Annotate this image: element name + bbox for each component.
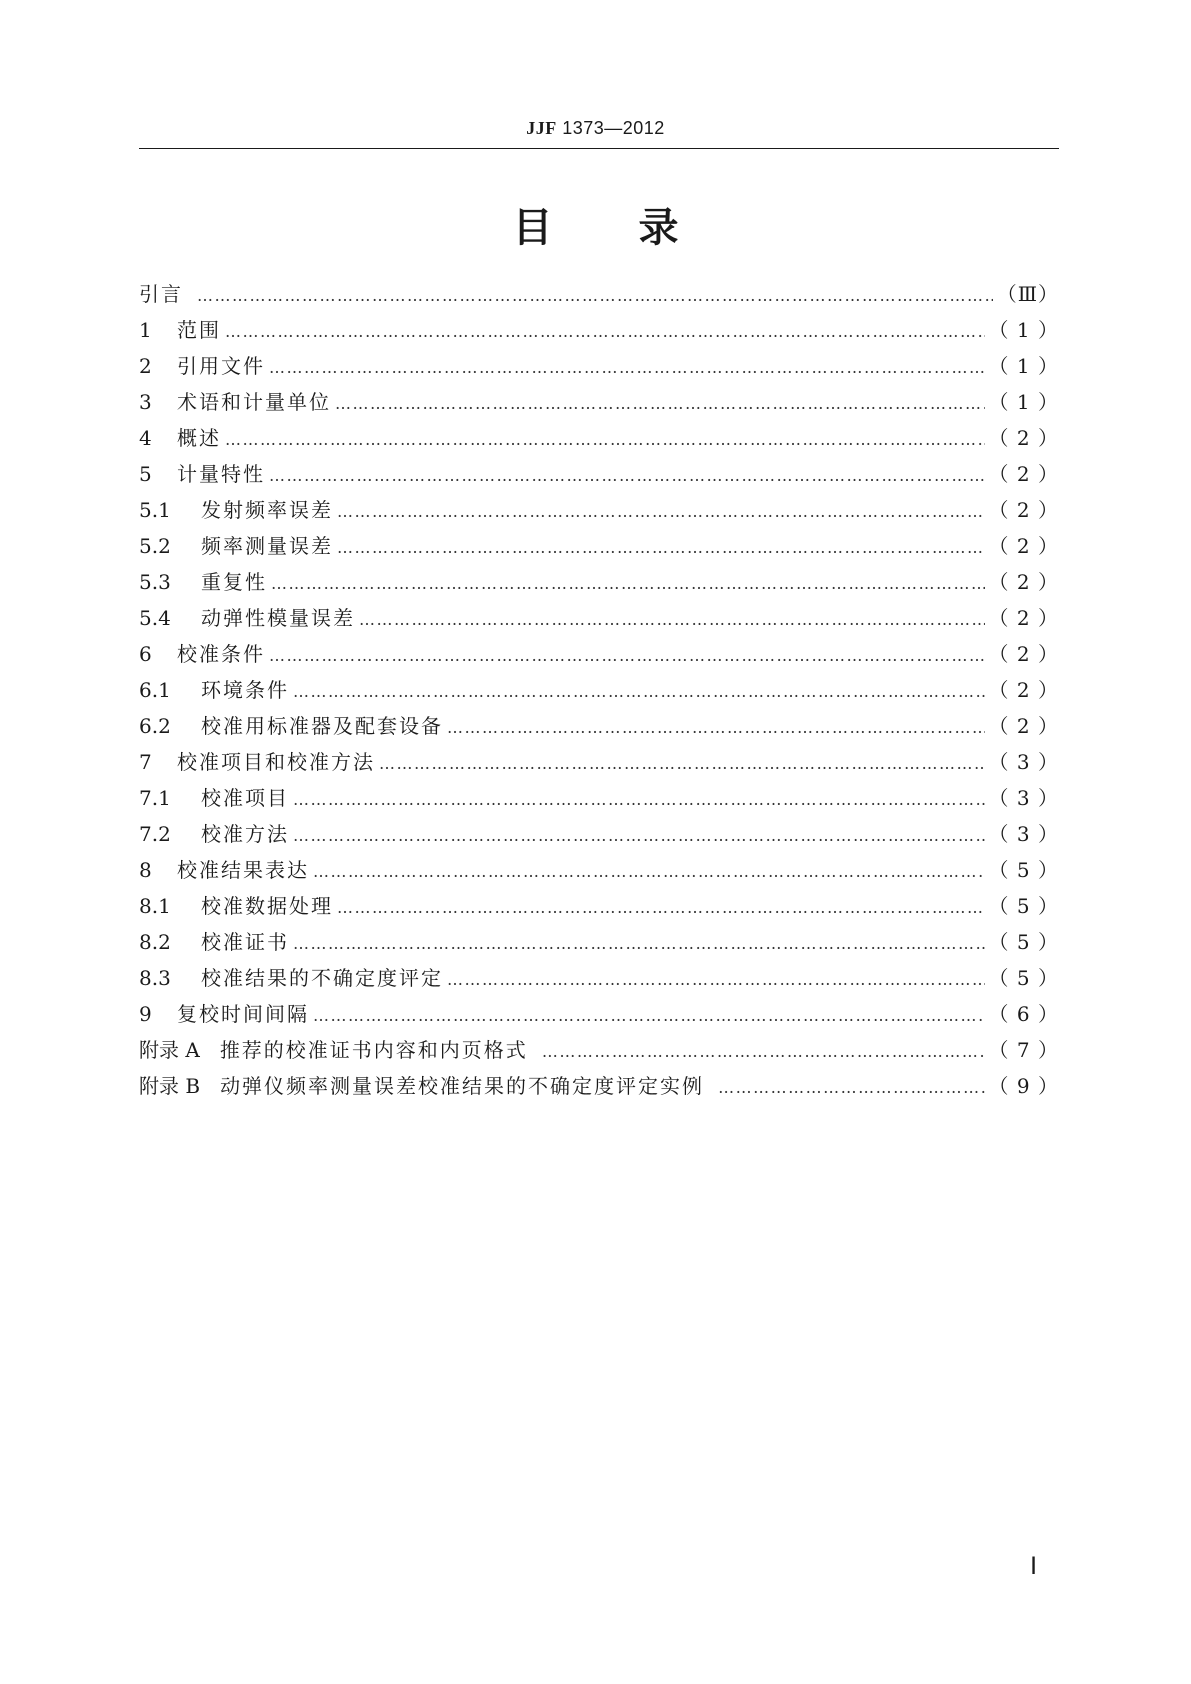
toc-entry xyxy=(139,420,1059,456)
toc-dot-leader xyxy=(337,530,985,566)
toc-entry xyxy=(139,456,1059,492)
toc-entry-number: 2 xyxy=(139,354,152,378)
toc-entry-page: （ 2 ） xyxy=(988,606,1059,630)
toc-entry-page: （ 2 ） xyxy=(988,678,1059,702)
toc-dot-leader xyxy=(225,314,985,350)
standard-prefix: JJF xyxy=(526,118,557,138)
toc-entry-page: （ 2 ） xyxy=(988,462,1059,486)
toc-entry-page: （ 2 ） xyxy=(988,642,1059,666)
toc-entry-number: 8.2 xyxy=(139,930,171,954)
toc-entry xyxy=(139,672,1059,708)
toc-entry-title: 校准项目和校准方法 xyxy=(177,750,375,774)
toc-entry-number: 附录 A xyxy=(139,1038,200,1062)
toc-dot-leader xyxy=(335,386,985,422)
toc-entry xyxy=(139,492,1059,528)
toc-entry-title: 校准数据处理 xyxy=(201,894,333,918)
toc-entry xyxy=(139,816,1059,852)
toc-entry xyxy=(139,780,1059,816)
toc-entry xyxy=(139,1068,1059,1104)
toc-dot-leader xyxy=(447,710,985,746)
toc-dot-leader xyxy=(337,494,985,530)
toc-entry-title: 概述 xyxy=(177,426,221,450)
toc-entry-title: 发射频率误差 xyxy=(201,498,333,522)
toc-entry-number: 7.2 xyxy=(139,822,171,846)
toc-entry-number: 5.3 xyxy=(139,570,171,594)
toc-dot-leader xyxy=(293,818,985,854)
toc-entry-title: 动弹性模量误差 xyxy=(201,606,355,630)
toc-dot-leader xyxy=(313,998,985,1034)
toc-dot-leader xyxy=(359,602,985,638)
toc-entry xyxy=(139,528,1059,564)
toc-dot-leader xyxy=(293,782,985,818)
toc-entry-page: （ 3 ） xyxy=(988,822,1059,846)
toc-entry-title: 校准项目 xyxy=(201,786,289,810)
toc-entry-page: （ 2 ） xyxy=(988,570,1059,594)
toc-entry-title: 校准条件 xyxy=(177,642,265,666)
header-divider xyxy=(139,148,1059,149)
toc-entry xyxy=(139,564,1059,600)
toc-entry-page: （ 5 ） xyxy=(988,858,1059,882)
toc-entry xyxy=(139,600,1059,636)
toc-entry-title: 推荐的校准证书内容和内页格式 xyxy=(219,1038,528,1062)
toc-entry-page: （ 2 ） xyxy=(988,714,1059,738)
toc-entry-page: （ 9 ） xyxy=(988,1074,1059,1098)
toc-entry-title: 动弹仪频率测量误差校准结果的不确定度评定实例 xyxy=(220,1074,705,1098)
toc-entry-number: 7 xyxy=(139,750,152,774)
toc-entry xyxy=(139,312,1059,348)
toc-entry-page: （ 5 ） xyxy=(988,966,1059,990)
toc-dot-leader xyxy=(313,854,985,890)
toc-entry-title: 引用文件 xyxy=(177,354,265,378)
toc-entry xyxy=(139,384,1059,420)
toc-entry xyxy=(139,348,1059,384)
toc-entry-number: 附录 B xyxy=(139,1074,201,1098)
table-of-contents xyxy=(139,276,1059,1104)
toc-entry-title: 校准结果的不确定度评定 xyxy=(201,966,443,990)
toc-entry-number: 3 xyxy=(139,390,152,414)
toc-entry-number: 6 xyxy=(139,642,152,666)
toc-entry xyxy=(139,888,1059,924)
toc-entry xyxy=(139,636,1059,672)
toc-entry-page: （ 5 ） xyxy=(988,930,1059,954)
toc-entry-page: （ 1 ） xyxy=(988,318,1059,342)
toc-entry-number: 8.3 xyxy=(139,966,171,990)
toc-entry-title: 校准用标准器及配套设备 xyxy=(201,714,443,738)
toc-dot-leader xyxy=(447,962,985,998)
toc-entry-page: （ 1 ） xyxy=(988,354,1059,378)
toc-entry-page: （ 2 ） xyxy=(988,534,1059,558)
toc-entry-page: （ 3 ） xyxy=(988,750,1059,774)
toc-entry-number: 5.2 xyxy=(139,534,171,558)
page-number: Ⅰ xyxy=(1030,1554,1038,1580)
toc-entry-page: （ 1 ） xyxy=(988,390,1059,414)
toc-entry-title: 重复性 xyxy=(201,570,267,594)
toc-entry-title: 引言 xyxy=(139,282,183,306)
toc-dot-leader xyxy=(293,926,985,962)
toc-dot-leader xyxy=(197,278,993,314)
toc-entry-title: 范围 xyxy=(177,318,221,342)
toc-entry xyxy=(139,1032,1059,1068)
toc-entry xyxy=(139,852,1059,888)
toc-dot-leader xyxy=(718,1070,984,1106)
toc-entry xyxy=(139,924,1059,960)
toc-entry-title: 校准结果表达 xyxy=(177,858,309,882)
toc-dot-leader xyxy=(271,566,985,602)
toc-entry-title: 校准方法 xyxy=(201,822,289,846)
toc-entry-page: （ 2 ） xyxy=(988,426,1059,450)
toc-entry-number: 1 xyxy=(139,318,152,342)
toc-entry-number: 7.1 xyxy=(139,786,171,810)
toc-entry-number: 5.1 xyxy=(139,498,171,522)
toc-entry xyxy=(139,708,1059,744)
toc-dot-leader xyxy=(293,674,985,710)
toc-entry-title: 环境条件 xyxy=(201,678,289,702)
toc-entry-number: 5.4 xyxy=(139,606,171,630)
toc-entry-number: 8 xyxy=(139,858,152,882)
toc-entry-title: 校准证书 xyxy=(201,930,289,954)
toc-entry-number: 4 xyxy=(139,426,152,450)
toc-entry xyxy=(139,960,1059,996)
toc-dot-leader xyxy=(379,746,985,782)
toc-entry-title: 复校时间间隔 xyxy=(177,1002,309,1026)
toc-dot-leader xyxy=(337,890,985,926)
title-char-1: 目 xyxy=(512,205,553,251)
toc-entry xyxy=(139,276,1059,312)
toc-dot-leader xyxy=(542,1034,985,1070)
toc-entry-page: （ 3 ） xyxy=(988,786,1059,810)
toc-entry-page: （ 7 ） xyxy=(988,1038,1059,1062)
standard-number: 1373—2012 xyxy=(556,118,665,138)
toc-dot-leader xyxy=(269,458,985,494)
toc-entry-number: 5 xyxy=(139,462,152,486)
title-char-2: 录 xyxy=(638,205,679,251)
toc-entry-number: 6.2 xyxy=(139,714,171,738)
page-title xyxy=(0,196,1191,253)
toc-entry-number: 6.1 xyxy=(139,678,171,702)
toc-entry-page: （ 5 ） xyxy=(988,894,1059,918)
toc-entry-page: （ 2 ） xyxy=(988,498,1059,522)
toc-entry-title: 计量特性 xyxy=(177,462,265,486)
toc-entry xyxy=(139,744,1059,780)
toc-dot-leader xyxy=(269,638,985,674)
toc-entry-number: 8.1 xyxy=(139,894,171,918)
toc-entry xyxy=(139,996,1059,1032)
toc-entry-title: 频率测量误差 xyxy=(201,534,333,558)
toc-entry-page: （Ⅲ） xyxy=(996,282,1059,306)
toc-entry-title: 术语和计量单位 xyxy=(177,390,331,414)
toc-entry-number: 9 xyxy=(139,1002,152,1026)
toc-entry-page: （ 6 ） xyxy=(988,1002,1059,1026)
standard-code-header xyxy=(0,118,1191,139)
toc-dot-leader xyxy=(269,350,985,386)
toc-dot-leader xyxy=(225,422,985,458)
